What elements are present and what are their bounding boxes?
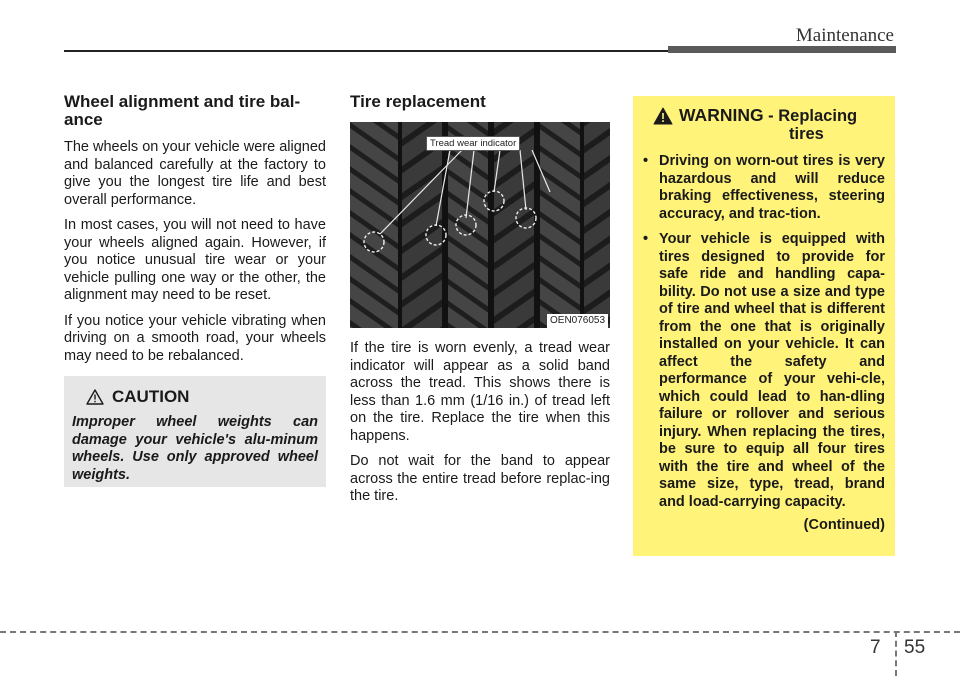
- section-title: Maintenance: [795, 25, 894, 46]
- warning-item: • Driving on worn-out tires is very hazardous and will reduce braking effectiveness, steering accuracy, and trac-tion.: [643, 153, 885, 222]
- warning-subtitle-line2: tires: [789, 125, 824, 143]
- header-bar: [668, 46, 896, 53]
- warning-label: WARNING: [679, 105, 764, 125]
- warning-title: [679, 106, 857, 143]
- tread-wear-indicator-label: Tread wear indicator: [426, 136, 520, 151]
- caution-box: [64, 376, 326, 487]
- warning-triangle-icon: [653, 107, 673, 125]
- tire-replacement-heading: Tire replacement: [350, 92, 486, 111]
- paragraph: The wheels on your vehicle were aligned and balanced carefully at the factory to give you the longest tire life and best overall performance.: [64, 139, 326, 208]
- warning-box: [633, 96, 895, 556]
- caution-text: Improper wheel weights can damage your vehicle's alu-minum wheels. Use only approved wheel weights.: [72, 414, 318, 483]
- paragraph: If you notice your vehicle vibrating when driving on a smooth road, your wheels may need to be rebalanced.: [64, 312, 326, 364]
- paragraph: Do not wait for the band to appear across the entire tread before replac-ing the tire.: [350, 453, 610, 504]
- continued-label: (Continued): [803, 517, 885, 533]
- header-rule: [64, 50, 668, 52]
- caution-title: CAUTION: [112, 387, 190, 406]
- tire-replacement-text: [350, 340, 610, 514]
- warning-list: [643, 153, 885, 511]
- caution-header: [86, 386, 318, 408]
- page-number: 55: [904, 637, 926, 658]
- middle-column: [350, 93, 610, 123]
- chapter-number: 7: [870, 637, 881, 658]
- left-column: [64, 93, 326, 373]
- wheel-alignment-heading: Wheel alignment and tire bal-ance: [64, 92, 301, 129]
- footer-dashed-line: [0, 631, 960, 633]
- tire-tread-image: [350, 122, 610, 328]
- warning-item: • Your vehicle is equipped with tires designed to provide for safe ride and handling capa-bility. Do not use a size and type of tire and wheel that is different from the one that is originally installed on your vehicle. It can affect the safety and performance of your vehi-cle, which could lead to han-dling failure or rollover and serious injury. When replacing the tires, be sure to equip all four tires with the tire and wheel of the same size, type, tread, brand and load-carrying capacity.: [643, 231, 885, 510]
- caution-triangle-icon: [86, 389, 104, 405]
- warning-item-text: Your vehicle is equipped with tires designed to provide for safe ride and handling capa-bility. Do not use a size and type of tire and wheel that is different from the one that is originally installed on your vehicle. It can affect the safety and performance of your vehi-cle, which could lead to han-dling failure or rollover and serious injury. When replacing the tires, be sure to equip all four tires with the tire and wheel of the same size, type, tread, brand and load-carrying capacity.: [659, 231, 885, 510]
- figure-code: OEN076053: [547, 314, 608, 328]
- warning-subtitle: - Replacing: [768, 107, 858, 125]
- footer-divider: [895, 631, 897, 676]
- warning-header: [653, 106, 885, 143]
- paragraph: If the tire is worn evenly, a tread wear indicator will appear as a solid band across the tread. This shows there is less than 1.6 mm (1/16 in.) of tread left on the tire. Replace the tire when this happens.: [350, 340, 610, 444]
- paragraph: In most cases, you will not need to have your wheels aligned again. However, if you notice unusual tire wear or your vehicle pulling one way or the other, the alignment may need to be reset.: [64, 217, 326, 303]
- warning-item-text: Driving on worn-out tires is very hazardous and will reduce braking effectiveness, steering accuracy, and trac-tion.: [659, 153, 885, 222]
